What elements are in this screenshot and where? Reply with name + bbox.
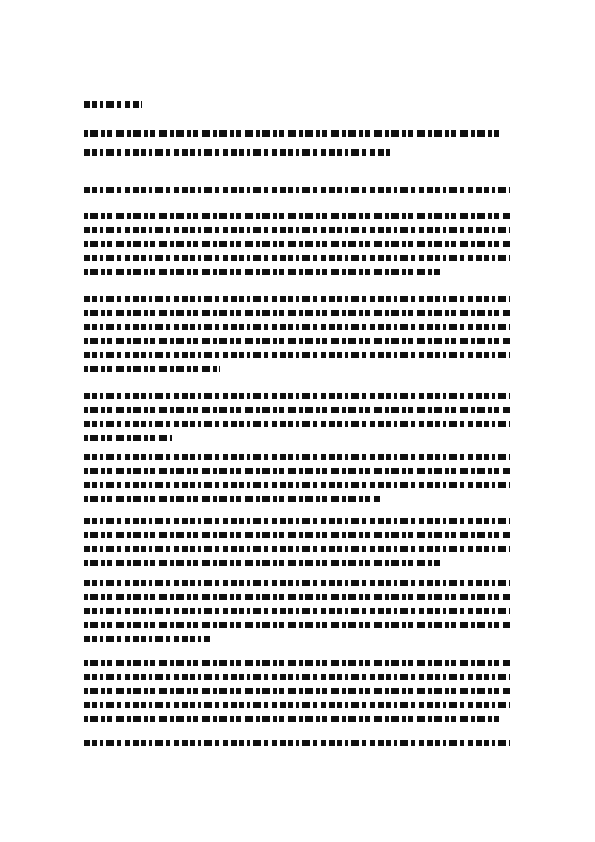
body-text-line	[84, 660, 510, 666]
body-text-line	[84, 546, 510, 552]
subtitle-line	[84, 130, 500, 137]
body-text-line	[84, 366, 220, 372]
body-text-line	[84, 213, 510, 219]
body-text-line	[84, 580, 510, 586]
body-text-line	[84, 688, 510, 694]
body-text-line	[84, 393, 510, 399]
body-text-line	[84, 702, 510, 708]
subtitle-line	[84, 149, 390, 156]
body-text-line	[84, 255, 510, 261]
body-text-line	[84, 227, 510, 233]
body-text-line	[84, 594, 510, 600]
body-text-line	[84, 435, 172, 441]
body-text-line	[84, 421, 510, 427]
body-text-line	[84, 532, 510, 538]
page-heading	[84, 101, 142, 108]
body-text-line	[84, 324, 510, 330]
body-text-line	[84, 636, 210, 642]
body-text-line	[84, 241, 510, 247]
body-text-line	[84, 338, 510, 344]
body-text-line	[84, 674, 510, 680]
body-text-line	[84, 352, 510, 358]
body-text-line	[84, 740, 510, 746]
body-text-line	[84, 407, 510, 413]
body-text-line	[84, 608, 510, 614]
body-text-line	[84, 560, 440, 566]
body-text-line	[84, 496, 380, 502]
body-text-line	[84, 482, 510, 488]
body-text-line	[84, 296, 510, 302]
body-text-line	[84, 269, 440, 275]
body-text-line	[84, 518, 510, 524]
body-text-line	[84, 310, 510, 316]
body-text-line	[84, 187, 510, 193]
body-text-line	[84, 468, 510, 474]
body-text-line	[84, 454, 510, 460]
body-text-line	[84, 622, 510, 628]
body-text-line	[84, 716, 500, 722]
